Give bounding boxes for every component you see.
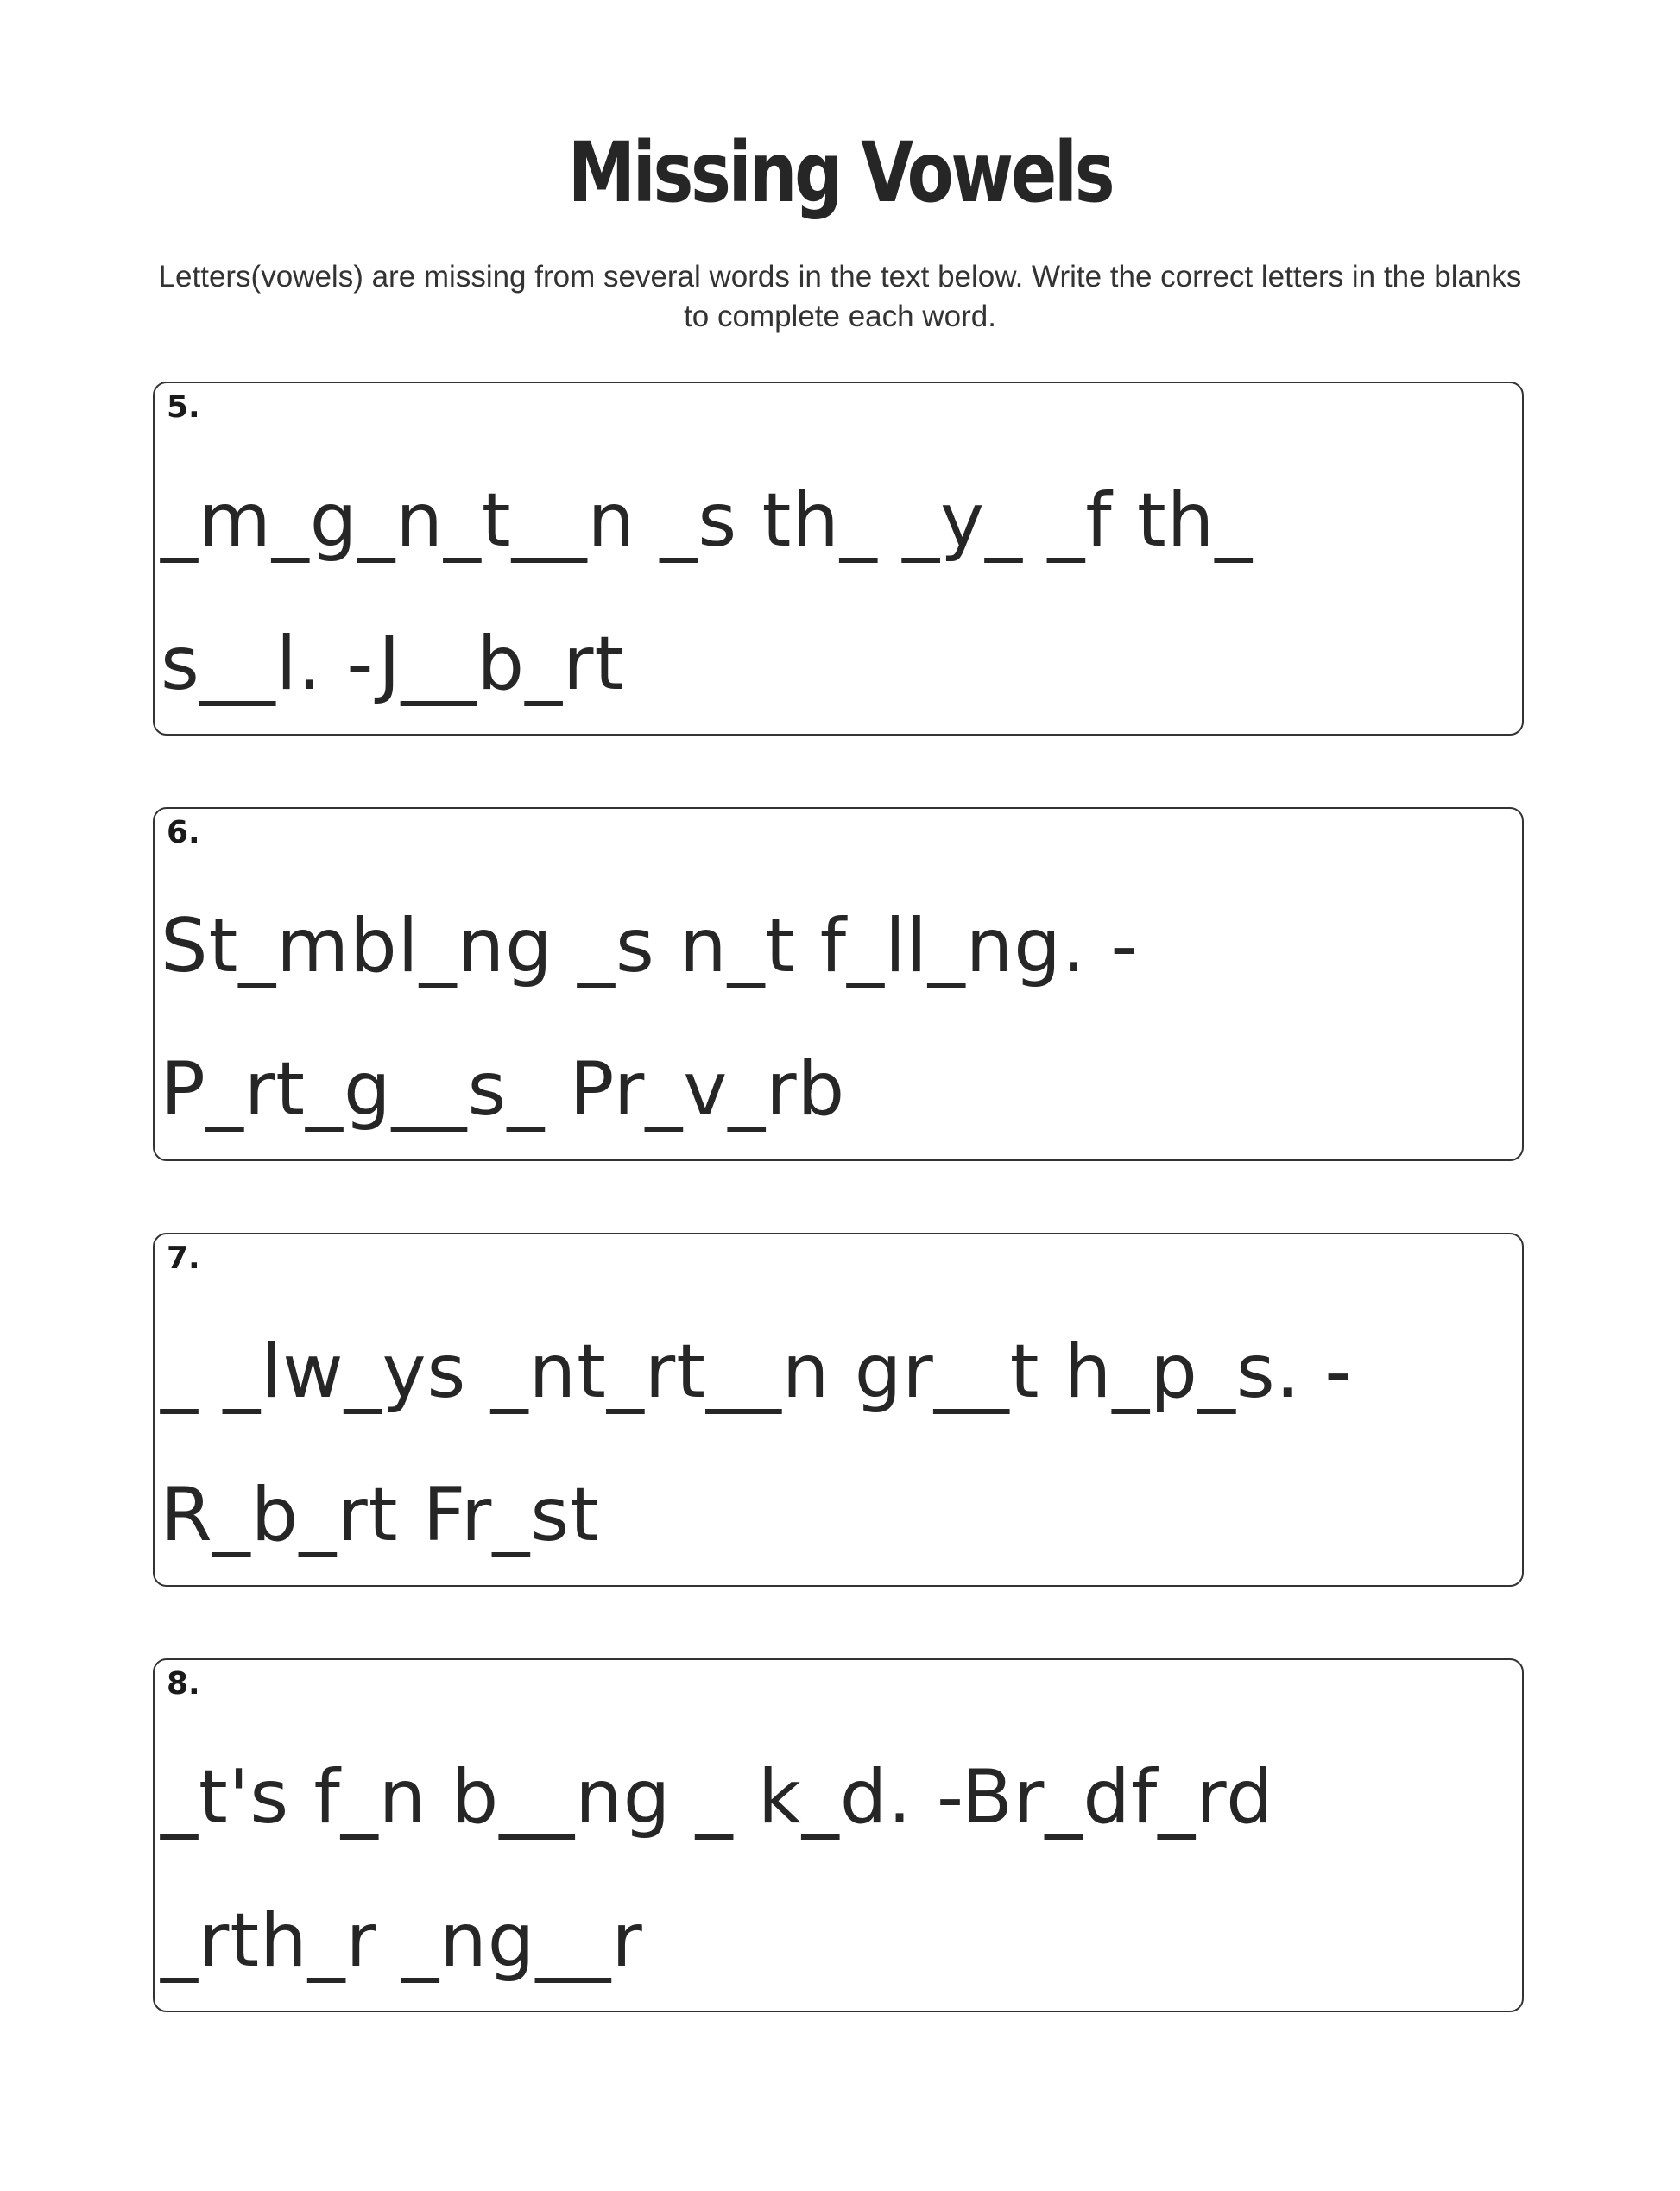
question-card-7 [153,1233,1524,1587]
question-text [161,449,1507,736]
question-line: R_b_rt Fr_st [161,1472,600,1558]
question-line: _m_g_n_t__n _s th_ _y_ _f th_ [161,477,1254,564]
question-line: St_mbl_ng _s n_t f_ll_ng. - [161,903,1139,989]
question-line: _rth_r _ng__r [161,1897,643,1984]
instructions-text: Letters(vowels) are missing from several words in the text below. Write the correct letters in the blanks to complete each word. [158,260,1522,333]
question-card-8 [153,1658,1524,2012]
question-text [161,875,1507,1161]
question-number: 6. [167,815,200,850]
page-title: Missing Vowels [567,124,1113,221]
question-card-5 [153,382,1524,736]
question-line: _ _lw_ys _nt_rt__n gr__t h_p_s. - [161,1329,1353,1415]
question-number: 8. [167,1666,200,1702]
question-line: P_rt_g__s_ Pr_v_rb [161,1046,846,1133]
question-number: 5. [167,389,200,425]
question-card-6 [153,807,1524,1161]
question-line: s__l. -J__b_rt [161,621,625,707]
question-line: _t's f_n b__ng _ k_d. -Br_df_rd [161,1754,1274,1841]
question-text [161,1726,1507,2012]
question-text [161,1300,1507,1587]
question-number: 7. [167,1241,200,1276]
